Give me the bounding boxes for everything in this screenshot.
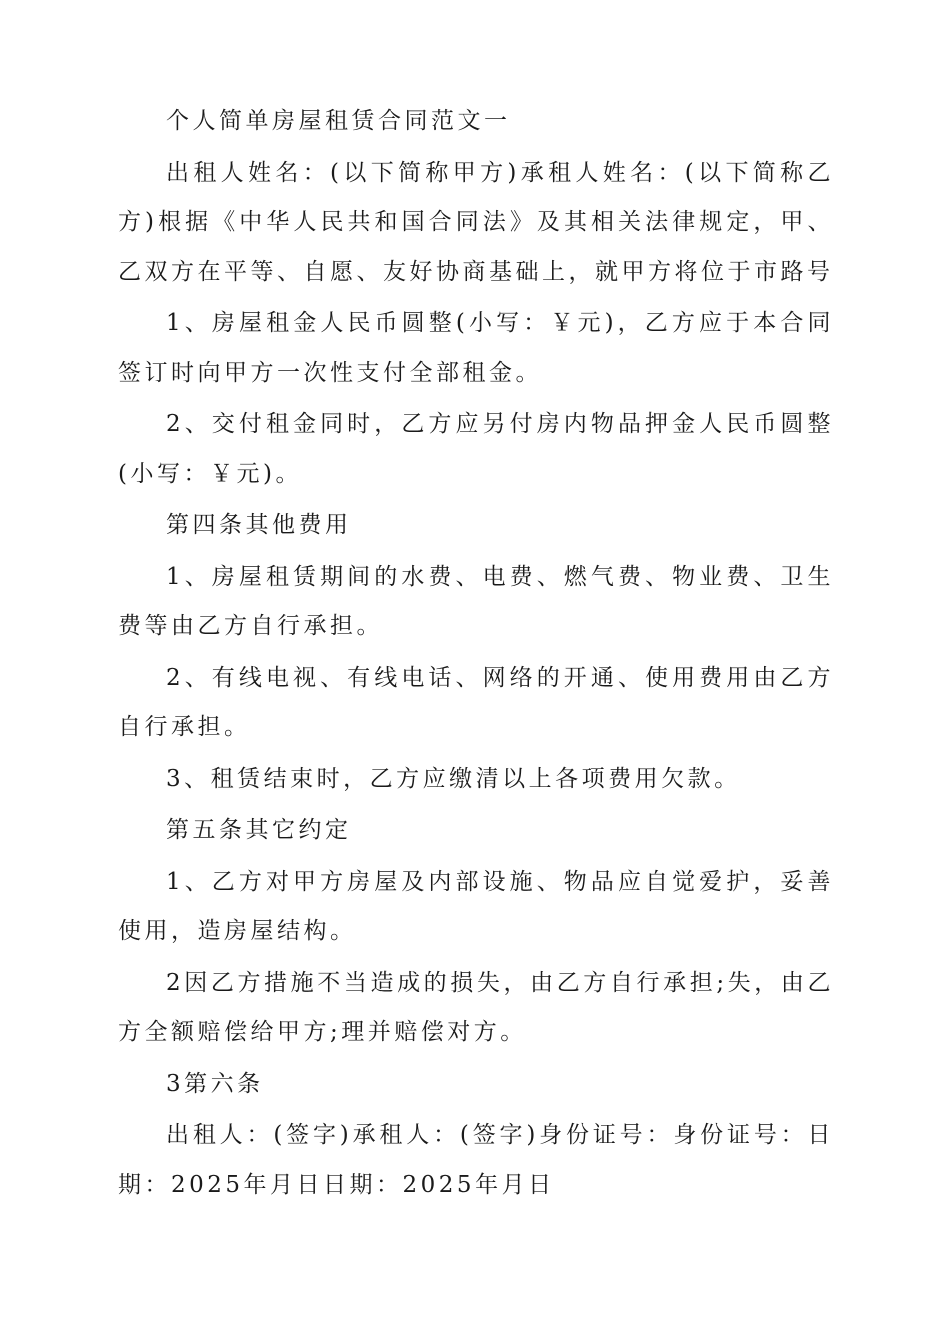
paragraph-utilities: 1、房屋租赁期间的水费、电费、燃气费、物业费、卫生费等由乙方自行承担。 [118, 563, 834, 639]
document-page [118, 97, 834, 1212]
paragraph-cable-network: 2、有线电视、有线电话、网络的开通、使用费用由乙方自行承担。 [118, 664, 834, 740]
section-heading-other-fees: 第四条其他费用 [166, 512, 352, 538]
paragraph-damage: 2因乙方措施不当造成的损失，由乙方自行承担;失，由乙方全额赔偿给甲方;理并赔偿对方。 [118, 969, 834, 1045]
paragraph-signatures: 出租人：(签字)承租人：(签字)身份证号：身份证号：日期：2025年月日日期：2025年月日 [118, 1122, 834, 1198]
section-heading-other-terms: 第五条其它约定 [166, 817, 352, 843]
paragraph-parties: 出租人姓名：(以下简称甲方)承租人姓名：(以下简称乙方)根据《中华人民共和国合同法》及其相关法律规定，甲、乙双方在平等、自愿、友好协商基础上，就甲方将位于市路号 [118, 159, 834, 285]
paragraph-care: 1、乙方对甲方房屋及内部设施、物品应自觉爱护，妥善使用，造房屋结构。 [118, 868, 834, 944]
document-title: 个人简单房屋租赁合同范文一 [166, 108, 511, 134]
paragraph-deposit: 2、交付租金同时，乙方应另付房内物品押金人民币圆整(小写：￥元)。 [118, 411, 834, 487]
section-heading-article-six: 3第六条 [166, 1070, 264, 1097]
paragraph-rent: 1、房屋租金人民币圆整(小写：￥元)，乙方应于本合同签订时向甲方一次性支付全部租金。 [118, 310, 834, 386]
paragraph-settlement: 3、租赁结束时，乙方应缴清以上各项费用欠款。 [166, 765, 741, 792]
